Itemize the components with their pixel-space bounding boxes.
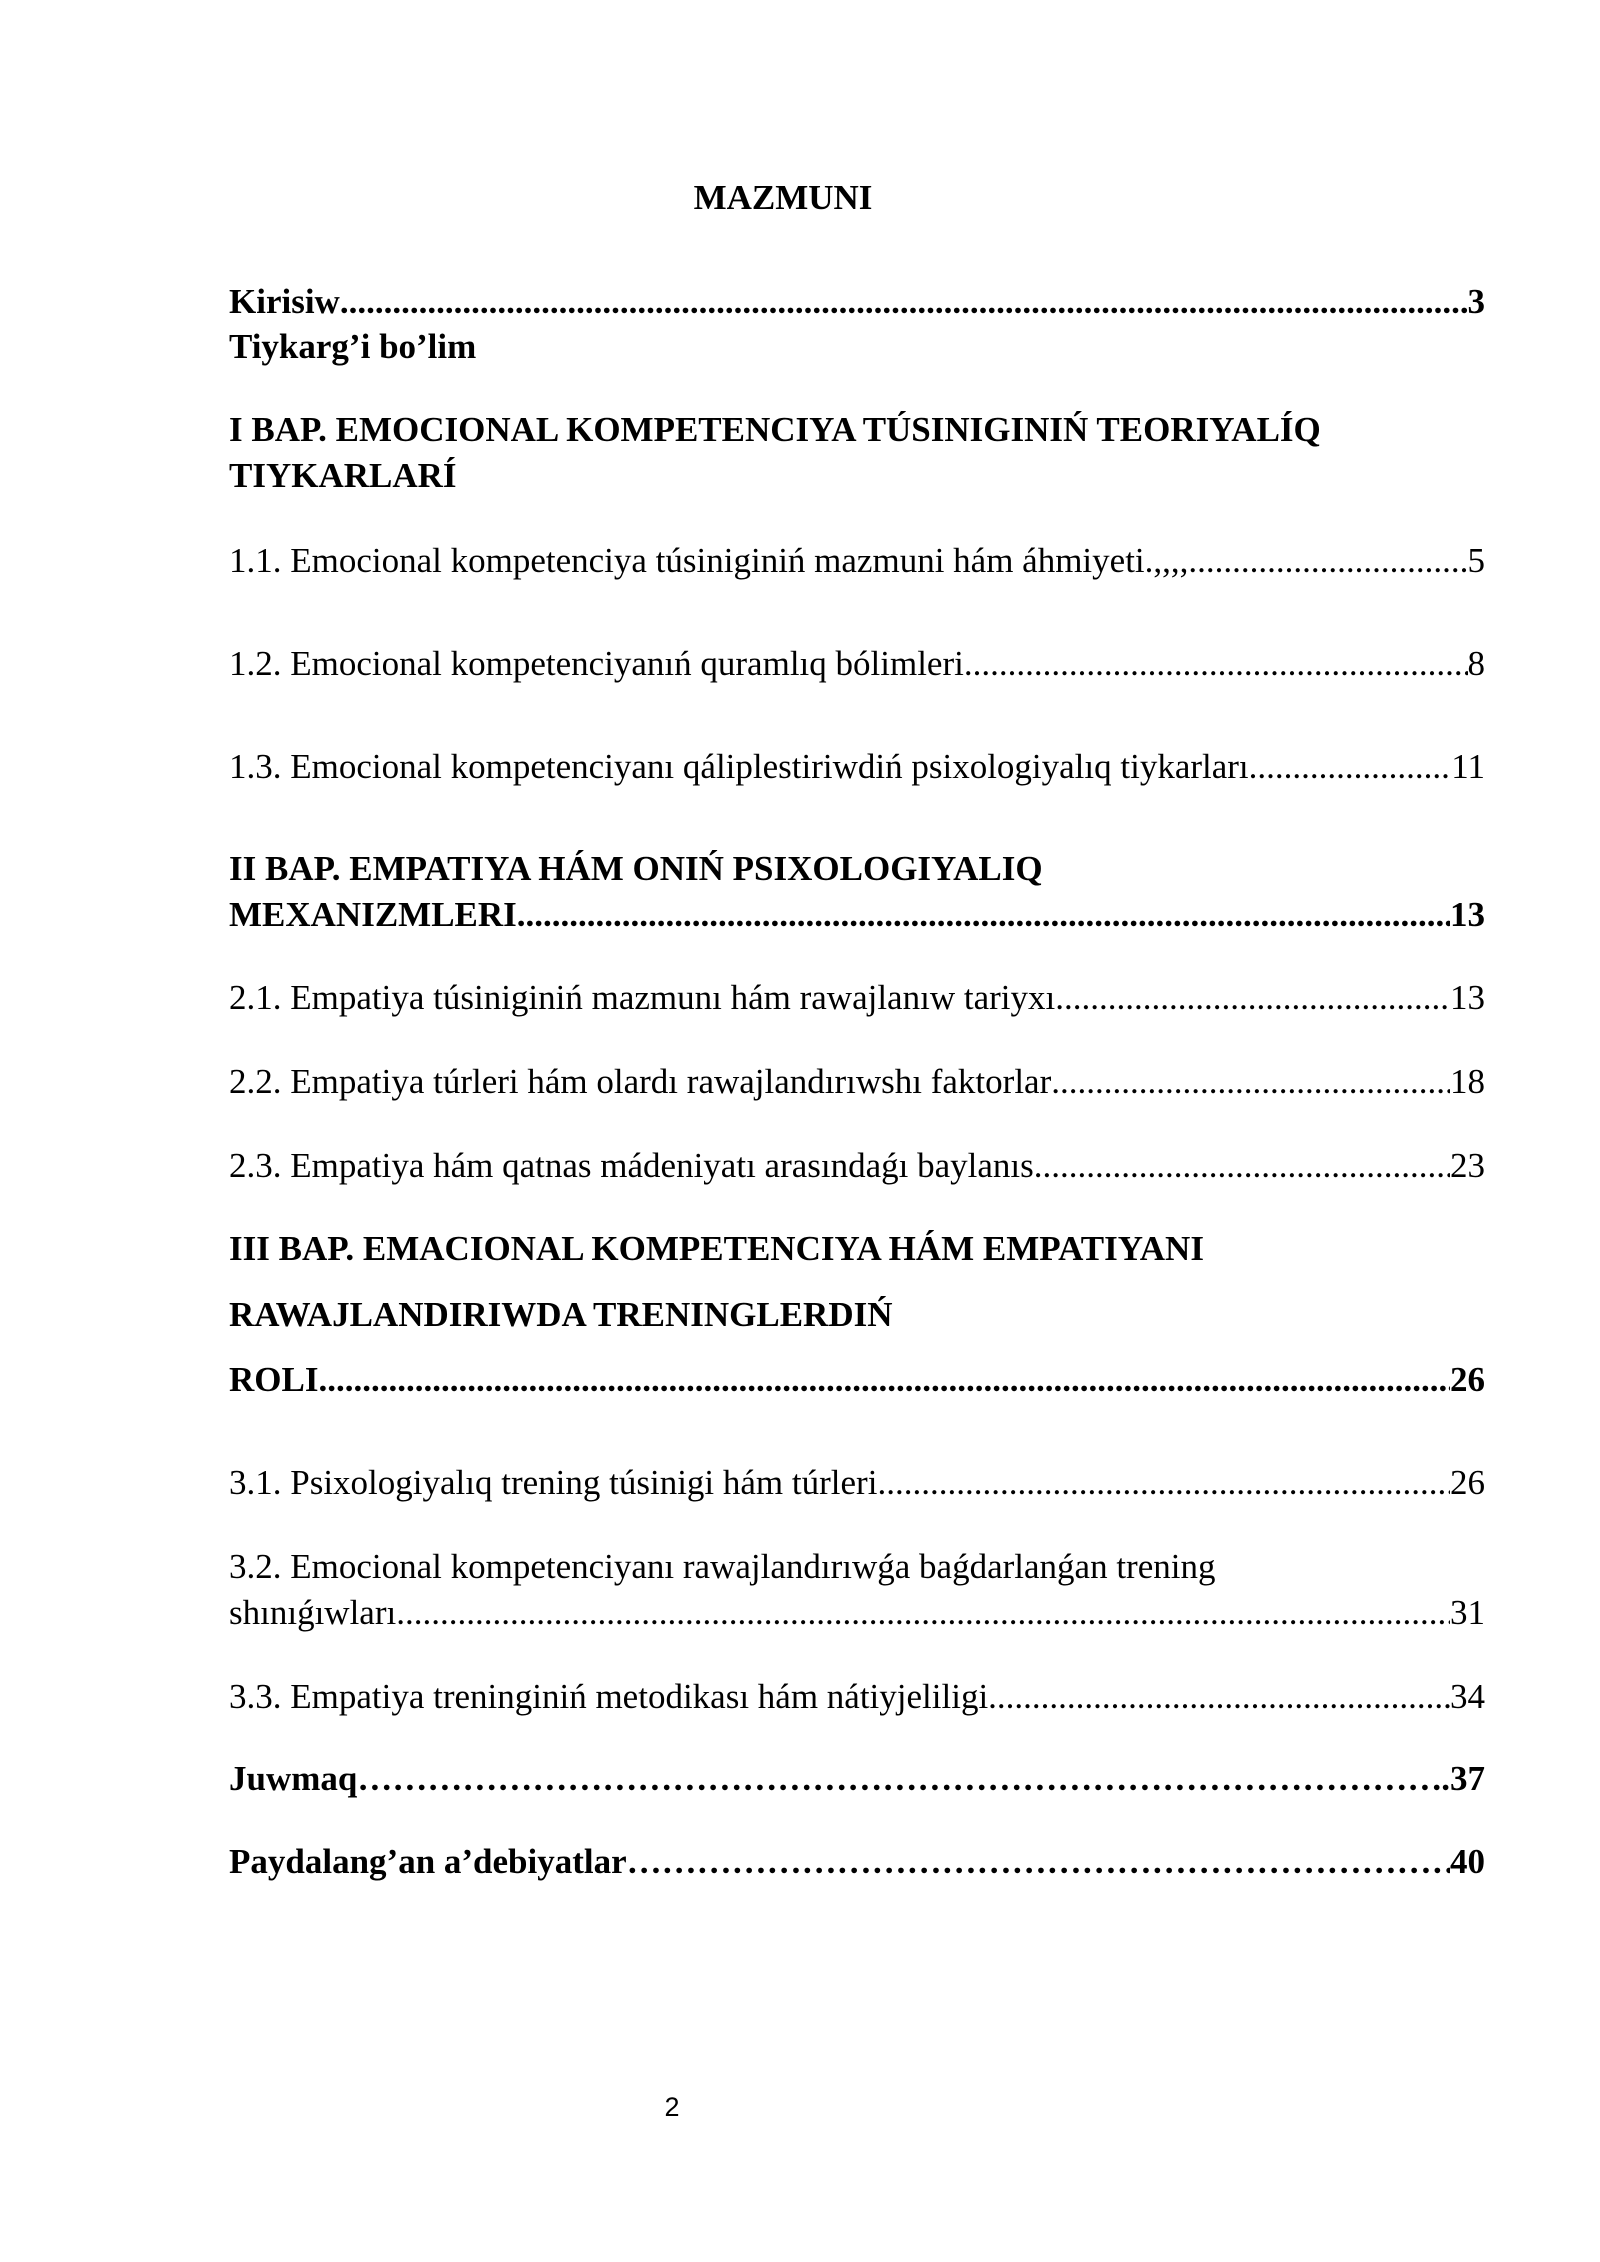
toc-page-number: 26 [1450, 1360, 1485, 1399]
toc-entry-label: 3.2. Emocional kompetenciyanı rawajlandırıwǵa baǵdarlanǵan trening [229, 1547, 1216, 1586]
toc-chapter-3-cont [229, 1292, 1485, 1338]
toc-main-part [229, 324, 1485, 370]
toc-entry-label: Kirisiw [229, 282, 340, 321]
toc-page-number: 3 [1467, 282, 1485, 321]
dot-leader [1249, 744, 1452, 790]
toc-entry-label: Paydalang’an a’debiyatlar [229, 1842, 627, 1881]
toc-entry-3-2[interactable] [229, 1544, 1485, 1636]
dot-leader [877, 1460, 1450, 1506]
toc-entry-1-1[interactable] [229, 538, 1485, 584]
dot-leader [1051, 1059, 1450, 1105]
toc-page-number: 23 [1450, 1146, 1485, 1185]
toc-chapter-3[interactable] [229, 1226, 1485, 1272]
chapter-title-line: ROLI [229, 1360, 319, 1399]
dot-leader [396, 1590, 1450, 1636]
toc-page-number: 5 [1467, 541, 1485, 580]
chapter-title-line: TIYKARLARÍ [229, 456, 457, 495]
toc-entry-label: shınıǵıwları [229, 1593, 397, 1632]
toc-entry-2-3[interactable] [229, 1143, 1485, 1189]
dot-leader [340, 279, 1468, 325]
chapter-title-line: MEXANIZMLERI [229, 895, 517, 934]
toc-page-number: 11 [1451, 747, 1485, 786]
toc-entry-2-1[interactable] [229, 975, 1485, 1021]
chapter-title-line: I BAP. EMOCIONAL KOMPETENCIYA TÚSINIGINIŃ TEORIYALÍQ [229, 410, 1321, 449]
toc-entry-3-1[interactable] [229, 1460, 1485, 1506]
toc-entry-2-2[interactable] [229, 1059, 1485, 1105]
toc-entry-3-3[interactable] [229, 1674, 1485, 1720]
dot-leader [1188, 538, 1467, 584]
chapter-title-line: II BAP. EMPATIYA HÁM ONIŃ PSIXOLOGIYALIQ [229, 849, 1043, 888]
chapter-title-line: RAWAJLANDIRIWDA TRENINGLERDIŃ [229, 1295, 893, 1334]
toc-entry-label: 1.3. Emocional kompetenciyanı qáliplestiriwdiń psixologiyalıq tiykarları [229, 747, 1249, 786]
toc-entry-label: 3.1. Psixologiyalıq trening túsinigi hám túrleri [229, 1463, 878, 1502]
toc-entry-label: Juwmaq [229, 1759, 358, 1798]
toc-page-number: 18 [1450, 1062, 1485, 1101]
toc-page-number: .37 [1441, 1759, 1485, 1798]
toc-entry-label: 2.3. Empatiya hám qatnas mádeniyatı arasındaǵı baylanıs [229, 1146, 1034, 1185]
page-title: MAZMUNI [693, 178, 873, 217]
toc-page-number: 31 [1450, 1593, 1485, 1632]
dot-leader [517, 892, 1450, 938]
toc-entry-1-3[interactable] [229, 744, 1485, 790]
dot-leader [318, 1357, 1450, 1403]
toc-entry-label: 2.2. Empatiya túrleri hám olardı rawajlandırıwshı faktorlar [229, 1062, 1052, 1101]
toc-entry-label: 2.1. Empatiya túsiniginiń mazmunı hám rawajlanıw tariyxı [229, 978, 1056, 1017]
toc-chapter-3-end[interactable] [229, 1357, 1485, 1403]
toc-chapter-1[interactable] [229, 407, 1485, 499]
page-number: 2 [664, 2092, 680, 2122]
toc-page-number: 13 [1450, 978, 1485, 1017]
dot-leader [627, 1839, 1450, 1885]
toc-entry-label: 1.1. Emocional kompetenciya túsiniginiń mazmuni hám áhmiyeti.,,,, [229, 541, 1189, 580]
dot-leader [1055, 975, 1450, 1021]
dot-leader [357, 1756, 1441, 1802]
toc-page-number: 8 [1467, 644, 1485, 683]
toc-page-number: 13 [1450, 895, 1485, 934]
toc-entry-label: 1.2. Emocional kompetenciyanıń quramlıq bólimleri [229, 644, 964, 683]
toc-entry-label: 3.3. Empatiya treninginiń metodikası hám nátiyjeliligi [229, 1677, 989, 1716]
dot-leader [988, 1674, 1450, 1720]
dot-leader [964, 641, 1468, 687]
toc-entry-references[interactable] [229, 1839, 1485, 1885]
toc-entry-1-2[interactable] [229, 641, 1485, 687]
chapter-title-line: III BAP. EMACIONAL KOMPETENCIYA HÁM EMPATIYANI [229, 1229, 1204, 1268]
toc-page-number: 26 [1450, 1463, 1485, 1502]
toc-entry-label: Tiykarg’i bo’lim [229, 327, 477, 366]
toc-page-number: 34 [1450, 1677, 1485, 1716]
toc-page-number: 40 [1450, 1842, 1485, 1881]
toc-chapter-2[interactable] [229, 846, 1485, 938]
toc-entry-conclusion[interactable] [229, 1756, 1485, 1802]
toc-entry-intro[interactable] [229, 279, 1485, 325]
dot-leader [1034, 1143, 1450, 1189]
